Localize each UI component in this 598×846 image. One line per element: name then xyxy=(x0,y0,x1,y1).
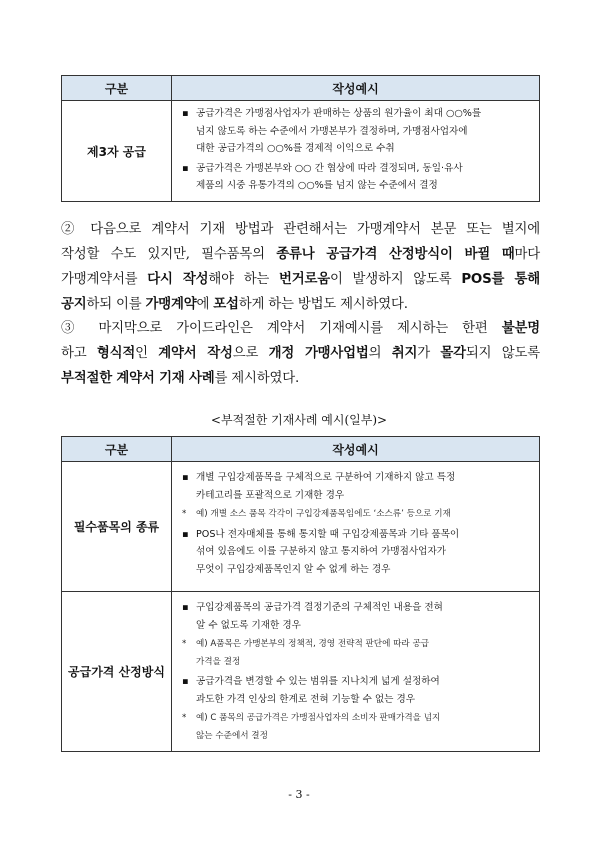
table-caption: <부적절한 기재사례 예시(일부)> xyxy=(210,413,388,427)
asterisk-icon: * xyxy=(182,509,187,519)
table-header-category: 구분 xyxy=(62,76,172,101)
table-header-example: 작성예시 xyxy=(172,76,540,101)
table-header-example: 작성예시 xyxy=(172,437,540,462)
list-item: ▪ 구입강제품목의 공급가격 결정기준의 구체적인 내용을 전혀 알 수 없도록 기재한 경우 xyxy=(182,599,531,634)
list-item: ▪ POS나 전자매체를 통해 통지할 때 구입강제품목과 기타 품목이 섞여 있음에도 이를 구분하지 않고 통지하여 가맹점사업자가 무엇이 구입강제품목인지 알 수 없게 하는 경우 xyxy=(182,526,531,579)
list-item: ▪ 공급가격을 변경할 수 있는 범위를 지나치게 넓게 설정하여 과도한 가격 인상의 한계로 전혀 기능할 수 없는 경우 xyxy=(182,673,531,708)
bullet-icon: ▪ xyxy=(182,108,189,119)
row-label-third-party: 제3자 공급 xyxy=(62,101,172,202)
page-number: - 3 - xyxy=(288,788,310,801)
asterisk-icon: * xyxy=(182,639,187,649)
table-header-category: 구분 xyxy=(62,437,172,462)
asterisk-icon: * xyxy=(182,713,187,723)
list-item-note: * 예) C 품목의 공급가격은 가맹점사업자의 소비자 판매가격을 넘지 않는 수준에서 결정 xyxy=(182,710,531,745)
list-item-note: * 예) 개별 소스 품목 각각이 구입강제품목임에도 ‘소스류’ 등으로 기재 xyxy=(182,506,531,524)
row-label-price-method: 공급가격 산정방식 xyxy=(62,592,172,752)
bullet-icon: ▪ xyxy=(182,528,189,540)
list-item-note: * 예) A품목은 가맹본부의 정책적, 경영 전략적 판단에 따라 공급 가격을 결정 xyxy=(182,636,531,671)
example-cell xyxy=(172,592,540,752)
paragraph-contract-method: ② 다음으로 계약서 기재 방법과 관련해서는 가맹계약서 본문 또는 별지에 작성할 수도 있지만, 필수품목의 종류나 공급가격 산정방식이 바뀔 때마다 가맹계약서를 다시 작성해야 하는 번거로움이 발생하지 않도록 POS를 통해 공지하되 이를 가맹계약에 포섭하게 하는 방법도 제시하였다. xyxy=(61,222,540,312)
list-item: ▪ 공급가격은 가맹점사업자가 판매하는 상품의 원가율이 최대 ○○%를 넘지 않도록 하는 수준에서 가맹본부가 결정하며, 가맹점사업자에 대한 공급가격의 ○○%를 경제적 이익으로 수취 xyxy=(182,105,531,158)
example-cell xyxy=(172,101,540,202)
supply-example-table xyxy=(61,75,540,202)
row-label-item-type: 필수품목의 종류 xyxy=(62,462,172,592)
bullet-icon: ▪ xyxy=(182,472,189,483)
example-cell xyxy=(172,462,540,592)
list-item: ▪ 공급가격은 가맹본부와 ○○ 간 협상에 따라 결정되며, 동일·유사 제품의 시중 유통가격의 ○○%를 넘지 않는 수준에서 결정 xyxy=(182,160,531,195)
bullet-icon: ▪ xyxy=(182,676,189,687)
bullet-icon: ▪ xyxy=(182,162,189,174)
inappropriate-cases-table xyxy=(61,436,540,752)
bullet-icon: ▪ xyxy=(182,602,189,613)
list-item: ▪ 개별 구입강제품목을 구체적으로 구분하여 기재하지 않고 특정 카테고리를 포괄적으로 기재한 경우 xyxy=(182,469,531,504)
paragraph-guideline-cases: ③ 마지막으로 가이드라인은 계약서 기재예시를 제시하는 한편 불분명 하고 형식적인 계약서 작성으로 개정 가맹사업법의 취지가 몰각되지 않도록 부적절한 계약서 기재 사례를 제시하였다. xyxy=(61,321,540,386)
